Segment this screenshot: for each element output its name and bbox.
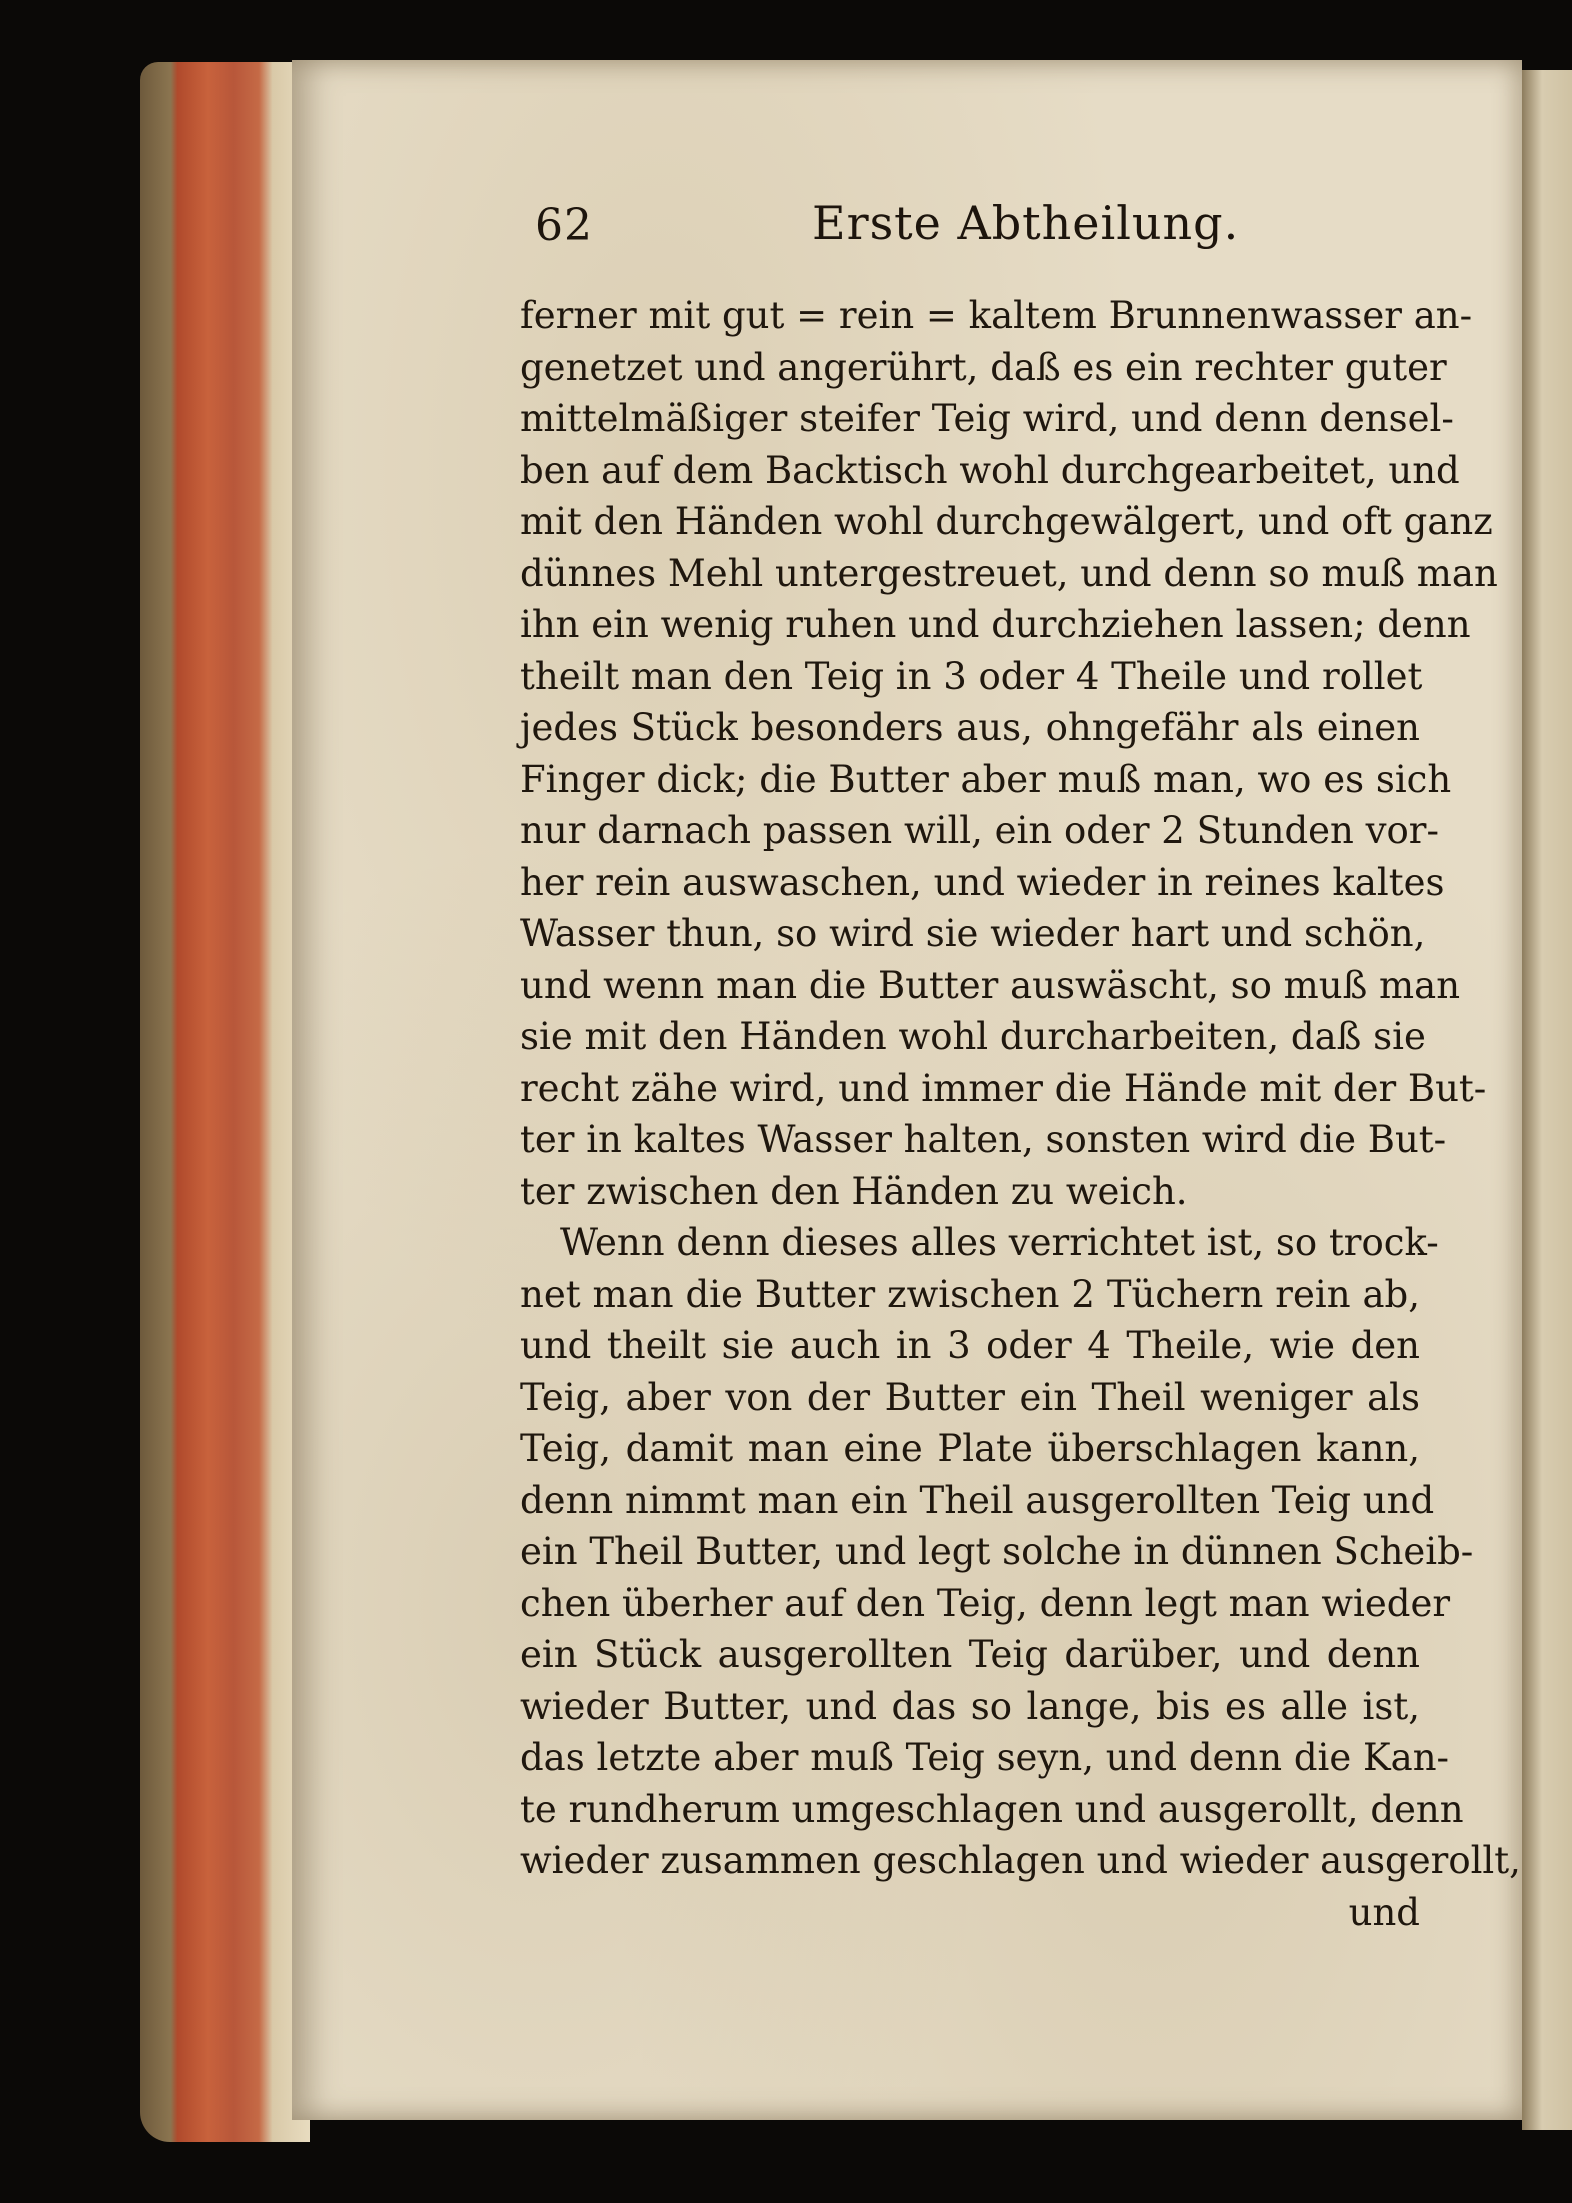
text-line: ein Theil Butter, und legt solche in dünnen Scheib- bbox=[520, 1530, 1474, 1573]
body-text bbox=[520, 290, 1521, 1938]
text-line: theilt man den Teig in 3 oder 4 Theile und rollet bbox=[520, 654, 1423, 698]
running-head: Erste Abtheilung. bbox=[812, 196, 1240, 250]
text-line: und theilt sie auch in 3 oder 4 Theile, wie den bbox=[520, 1324, 1420, 1367]
text-line: dünnes Mehl untergestreuet, und denn so muß man bbox=[520, 551, 1498, 595]
text-line: recht zähe wird, und immer die Hände mit der But- bbox=[520, 1066, 1487, 1110]
text-line: ein Stück ausgerollten Teig darüber, und denn bbox=[520, 1633, 1420, 1676]
text-line: te rundherum umgeschlagen und ausgerollt, denn bbox=[520, 1787, 1464, 1831]
page-number: 62 bbox=[535, 200, 593, 251]
text-line: nur darnach passen will, ein oder 2 Stunden vor- bbox=[520, 809, 1439, 852]
text-line: Teig, aber von der Butter ein Theil weniger als bbox=[520, 1375, 1420, 1419]
text-line: net man die Butter zwischen 2 Tüchern rein ab, bbox=[520, 1272, 1420, 1316]
text-line: und wenn man die Butter auswäscht, so muß man bbox=[520, 963, 1461, 1007]
text-line: chen überher auf den Teig, denn legt man wieder bbox=[520, 1581, 1451, 1625]
text-line: mit den Händen wohl durchgewälgert, und oft ganz bbox=[520, 500, 1493, 543]
text-line: denn nimmt man ein Theil ausgerollten Teig und bbox=[520, 1478, 1435, 1522]
catchword: und bbox=[1348, 1890, 1420, 1934]
text-line: ter in kaltes Wasser halten, sonsten wird die But- bbox=[520, 1118, 1447, 1161]
text-line: Wenn denn dieses alles verrichtet ist, so trock- bbox=[560, 1221, 1439, 1264]
facing-page-edge bbox=[1522, 70, 1572, 2130]
text-line: her rein auswaschen, und wieder in reines kaltes bbox=[520, 860, 1445, 904]
text-line: Wasser thun, so wird sie wieder hart und schön, bbox=[520, 912, 1426, 955]
text-line: ter zwischen den Händen zu weich. bbox=[520, 1169, 1188, 1213]
text-line: Teig, damit man eine Plate überschlagen kann, bbox=[520, 1427, 1420, 1470]
text-line: genetzet und angerührt, daß es ein rechter guter bbox=[520, 345, 1447, 389]
text-line: wieder zusammen geschlagen und wieder ausgerollt, bbox=[520, 1839, 1521, 1882]
text-line: jedes Stück besonders aus, ohngefähr als einen bbox=[520, 706, 1420, 749]
text-line: das letzte aber muß Teig seyn, und denn die Kan- bbox=[520, 1736, 1450, 1779]
text-line: Finger dick; die Butter aber muß man, wo es sich bbox=[520, 757, 1452, 801]
text-line: mittelmäßiger steifer Teig wird, und denn densel- bbox=[520, 397, 1454, 440]
text-line: ihn ein wenig ruhen und durchziehen lassen; denn bbox=[520, 603, 1471, 646]
text-line: wieder Butter, und das so lange, bis es alle ist, bbox=[520, 1684, 1420, 1728]
book-page-edges bbox=[140, 62, 310, 2142]
text-line: ben auf dem Backtisch wohl durchgearbeitet, und bbox=[520, 448, 1460, 492]
text-line: sie mit den Händen wohl durcharbeiten, daß sie bbox=[520, 1015, 1426, 1058]
text-line: ferner mit gut = rein = kaltem Brunnenwasser an- bbox=[520, 294, 1473, 337]
